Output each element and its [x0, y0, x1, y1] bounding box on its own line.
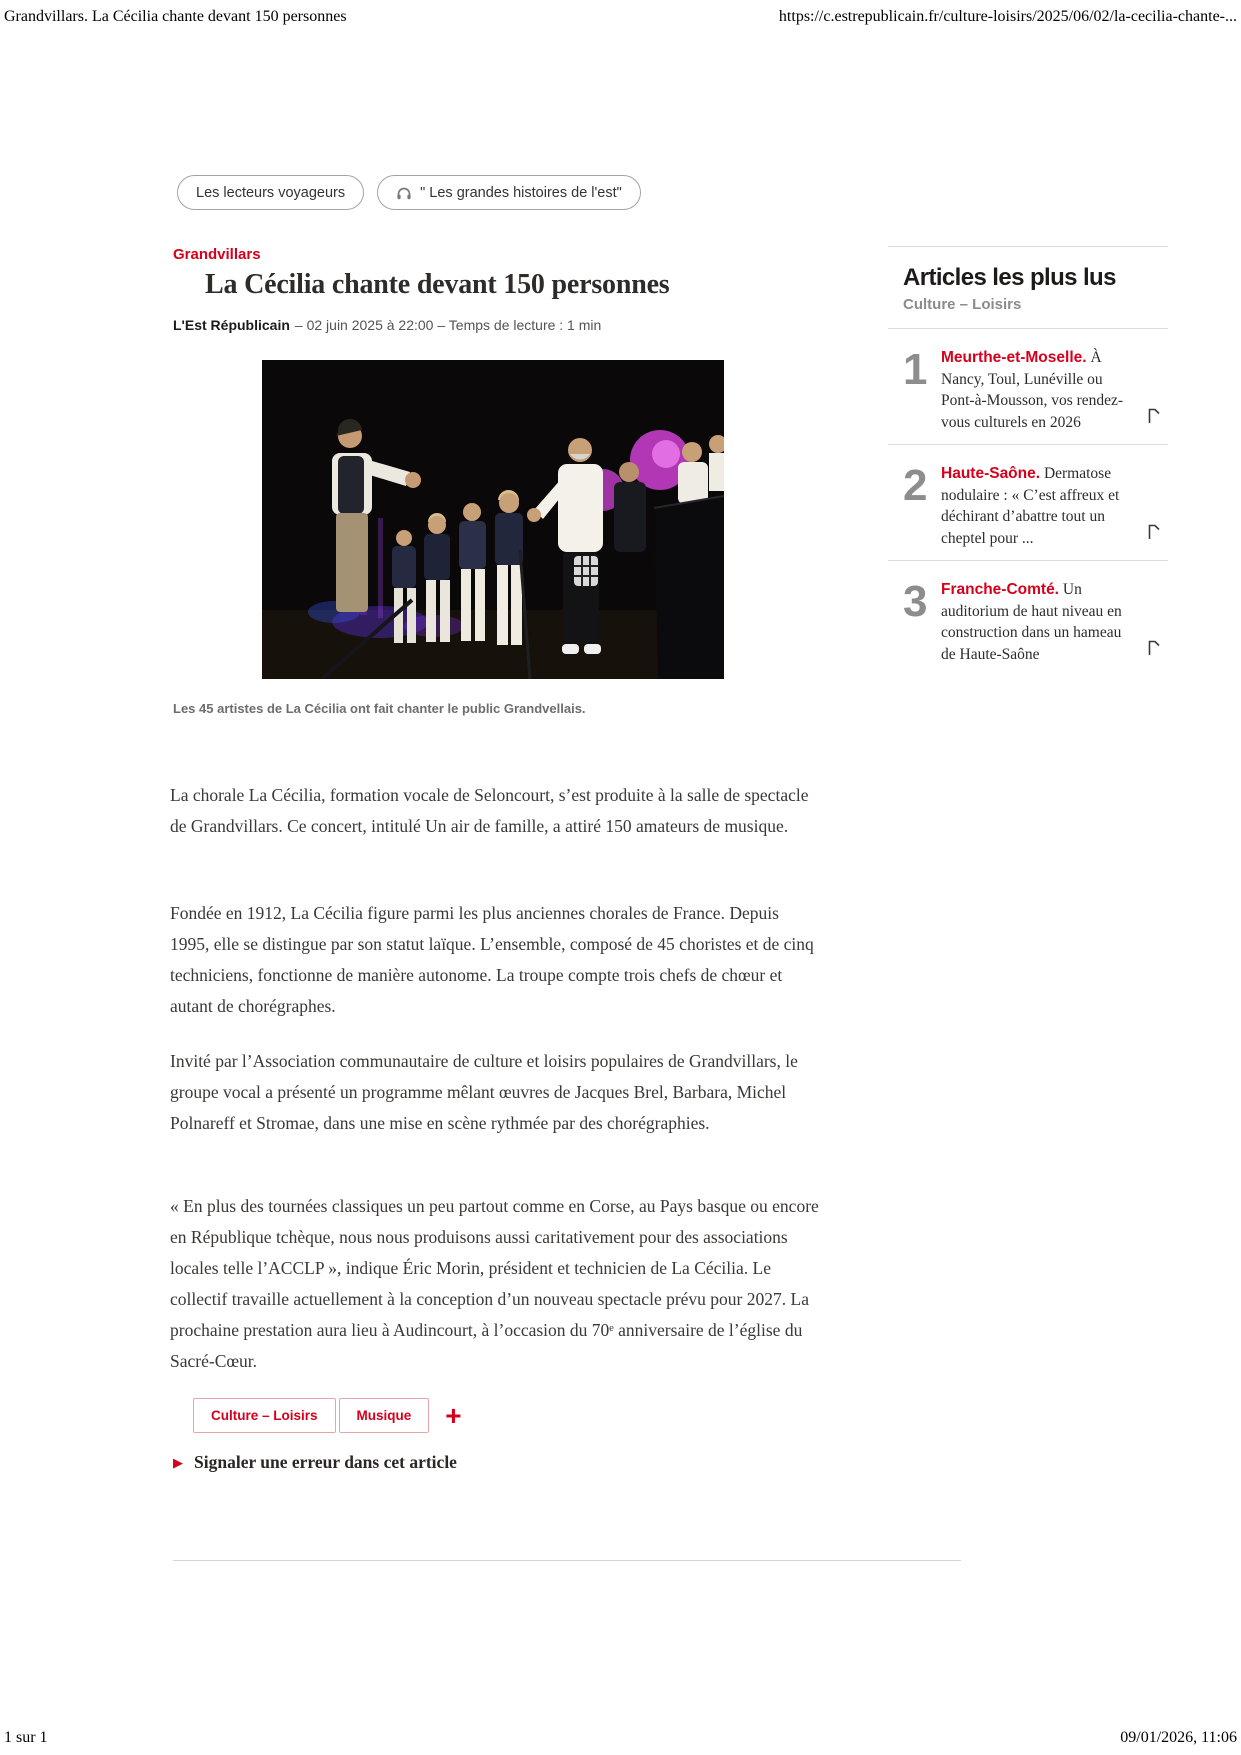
item-headline: À Nancy, Toul, Lunéville ou Pont-à-Mousson, vos rendez-vous culturels en 2026 — [941, 349, 1124, 431]
most-read-item-1[interactable] — [888, 329, 1168, 445]
rank-number: 1 — [903, 345, 926, 394]
print-header — [4, 8, 1237, 26]
headphones-icon — [396, 186, 412, 200]
rank-number: 3 — [903, 577, 926, 626]
article-category-link[interactable]: Grandvillars — [173, 246, 261, 263]
item-region: Haute-Saône. — [941, 465, 1041, 482]
article-paragraph: Fondée en 1912, La Cécilia figure parmi les plus anciennes chorales de France. Depuis 1995, elle se distingue par son statut laïque. L’ensemble, composé de 45 choristes et de cinq techniciens, fonctionne de manière autonome. La troupe compte trois chefs de chœur et autant de chorégraphes. — [170, 903, 814, 1016]
item-headline: Un auditorium de haut niveau en construction dans un hameau de Haute-Saône — [941, 581, 1122, 663]
tag-list — [193, 1398, 462, 1433]
photo-caption: Les 45 artistes de La Cécilia ont fait chanter le public Grandvellais. — [173, 701, 586, 716]
report-error-label: Signaler une erreur dans cet article — [194, 1452, 457, 1472]
article-photo — [262, 360, 724, 679]
item-headline: Dermatose nodulaire : « C’est affreux et déchirant d’abattre tout un cheptel pour ... — [941, 465, 1120, 547]
add-tag-button[interactable]: + — [445, 1400, 462, 1431]
topic-pills — [177, 175, 641, 210]
sidebar-divider — [888, 246, 1168, 247]
article-byline — [173, 317, 601, 333]
article-divider — [173, 1560, 961, 1561]
print-footer-page: 1 sur 1 — [4, 1729, 48, 1746]
article-paragraph: « En plus des tournées classiques un peu partout comme en Corse, au Pays basque ou encore en République tchèque, nous nous produisons aussi caritativement pour des associations locales telle l’ACCLP », indique Éric Morin, président et technicien de La Cécilia. Le collectif travaille actuellement à la conception d’un nouveau spectacle prévu pour 2027. La prochaine prestation aura lieu à Audincourt, à l’occasion du 70ᵉ anniversaire de l’église du Sacré-Cœur. — [170, 1196, 819, 1371]
item-text — [941, 347, 1136, 433]
most-read-sidebar — [888, 246, 1168, 676]
item-text — [941, 579, 1136, 665]
pill-label: Les lecteurs voyageurs — [196, 184, 346, 201]
print-header-title: Grandvillars. La Cécilia chante devant 150 personnes — [4, 8, 347, 25]
page-link-icon — [1148, 408, 1160, 429]
pill-grandes-histoires[interactable] — [377, 175, 641, 210]
tag-musique[interactable]: Musique — [339, 1398, 430, 1433]
print-header-url: https://c.estrepublicain.fr/culture-loisirs/2025/06/02/la-cecilia-chante-... — [778, 8, 1237, 25]
tag-culture-loisirs[interactable]: Culture – Loisirs — [193, 1398, 336, 1433]
pill-label: " Les grandes histoires de l'est" — [420, 184, 622, 201]
print-footer-datetime: 09/01/2026, 11:06 — [1120, 1729, 1237, 1746]
item-region: Meurthe-et-Moselle. — [941, 349, 1087, 366]
print-footer — [4, 1729, 1237, 1747]
pill-lecteurs-voyageurs[interactable] — [177, 175, 364, 210]
article-title: La Cécilia chante devant 150 personnes — [205, 269, 670, 300]
rank-number: 2 — [903, 461, 926, 510]
byline-meta: – 02 juin 2025 à 22:00 – Temps de lecture : 1 min — [294, 317, 602, 333]
item-region: Franche-Comté. — [941, 581, 1059, 598]
sidebar-title: Articles les plus lus — [903, 264, 1116, 291]
report-error-link[interactable] — [173, 1452, 457, 1473]
article-paragraph: Invité par l’Association communautaire de culture et loisirs populaires de Grandvillars, le groupe vocal a présenté un programme mêlant œuvres de Jacques Brel, Barbara, Michel Polnareff et Stromae, dans une mise en scène rythmée par des chorégraphies. — [170, 1051, 798, 1133]
byline-author: L'Est Républicain — [173, 317, 290, 333]
most-read-item-2[interactable] — [888, 445, 1168, 561]
play-triangle-icon: ▶ — [173, 1455, 183, 1470]
sidebar-subtitle: Culture – Loisirs — [903, 296, 1022, 313]
item-text — [941, 463, 1136, 549]
page-link-icon — [1148, 524, 1160, 545]
page-link-icon — [1148, 640, 1160, 661]
article-paragraph: La chorale La Cécilia, formation vocale de Seloncourt, s’est produite à la salle de spectacle de Grandvillars. Ce concert, intitulé Un air de famille, a attiré 150 amateurs de musique. — [170, 785, 809, 836]
most-read-item-3[interactable] — [888, 561, 1168, 676]
